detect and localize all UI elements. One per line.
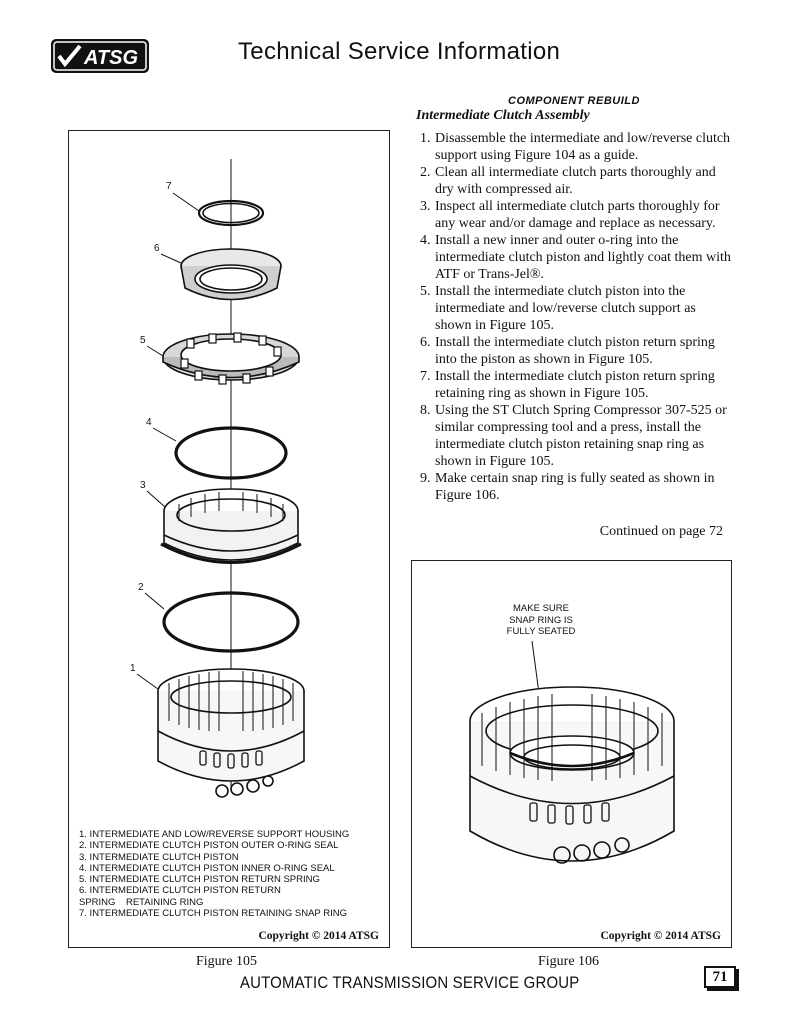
callout-3: 3 [140,480,146,491]
continued-note: Continued on page 72 [599,524,723,539]
step: 5. Install the intermediate clutch piston into the intermediate and low/reverse clutch support as shown in Figure 105. [420,284,696,333]
callout-text: MAKE SURE SNAP RING IS FULLY SEATED [506,603,576,637]
page-header-title: Technical Service Information [238,38,561,65]
callout-5: 5 [140,335,146,346]
step: 9. Make certain snap ring is fully seated as shown in Figure 106. [420,471,715,503]
figure-105 [68,130,390,948]
callout-2: 2 [138,582,144,593]
atsg-logo [50,38,150,74]
legend-item: 2. INTERMEDIATE CLUTCH PISTON OUTER O-RING SEAL [79,840,339,852]
legend-item: 3. INTERMEDIATE CLUTCH PISTON [79,851,239,863]
step: 8. Using the ST Clutch Spring Compressor 307-525 or similar compressing tool and a press, install the intermediate clutch piston retaining snap ring as shown in Figure 105. [420,403,727,469]
step: 6. Install the intermediate clutch piston return spring into the piston as shown in Figure 105. [420,335,715,367]
step: 1. Disassemble the intermediate and low/reverse clutch support using Figure 104 as a guide. [420,131,731,163]
step: 4. Install a new inner and outer o-ring into the intermediate clutch piston and lightly coat them with ATF or Trans-Jel®. [420,233,731,282]
callout-1: 1 [130,663,136,674]
callout-4: 4 [146,417,152,428]
copyright: Copyright © 2014 ATSG [258,930,379,942]
section-title: COMPONENT REBUILD [508,95,640,107]
legend-item: 5. INTERMEDIATE CLUTCH PISTON RETURN SPRING [79,874,320,886]
figure-caption: Figure 105 [196,954,258,969]
housing-drawing [412,561,733,921]
copyright: Copyright © 2014 ATSG [600,930,721,942]
parts-legend [79,829,384,919]
figure-106 [411,560,732,948]
svg-text:ATSG: ATSG [84,47,139,69]
legend-item: 7. INTERMEDIATE CLUTCH PISTON RETAINING SNAP RING [79,908,347,920]
legend-item: 6. INTERMEDIATE CLUTCH PISTON RETURN SPRING RETAINING RING [79,885,281,908]
step: 2. Clean all intermediate clutch parts thoroughly and dry with compressed air. [420,165,716,197]
figure-caption: Figure 106 [538,954,600,969]
footer-org: AUTOMATIC TRANSMISSION SERVICE GROUP [240,973,580,992]
exploded-view-drawing [69,131,391,831]
procedure-steps [420,130,732,504]
page-number: 71 [704,966,736,988]
step: 3. Inspect all intermediate clutch parts thoroughly for any wear and/or damage and replace as necessary. [420,199,720,231]
subsection-title: Intermediate Clutch Assembly [416,108,590,123]
legend-item: 4. INTERMEDIATE CLUTCH PISTON INNER O-RING SEAL [79,862,335,874]
callout-6: 6 [154,243,160,254]
callout-7: 7 [166,181,172,192]
step: 7. Install the intermediate clutch piston return spring retaining ring as shown in Figure 105. [420,369,715,401]
legend-item: 1. INTERMEDIATE AND LOW/REVERSE SUPPORT HOUSING [79,829,350,840]
